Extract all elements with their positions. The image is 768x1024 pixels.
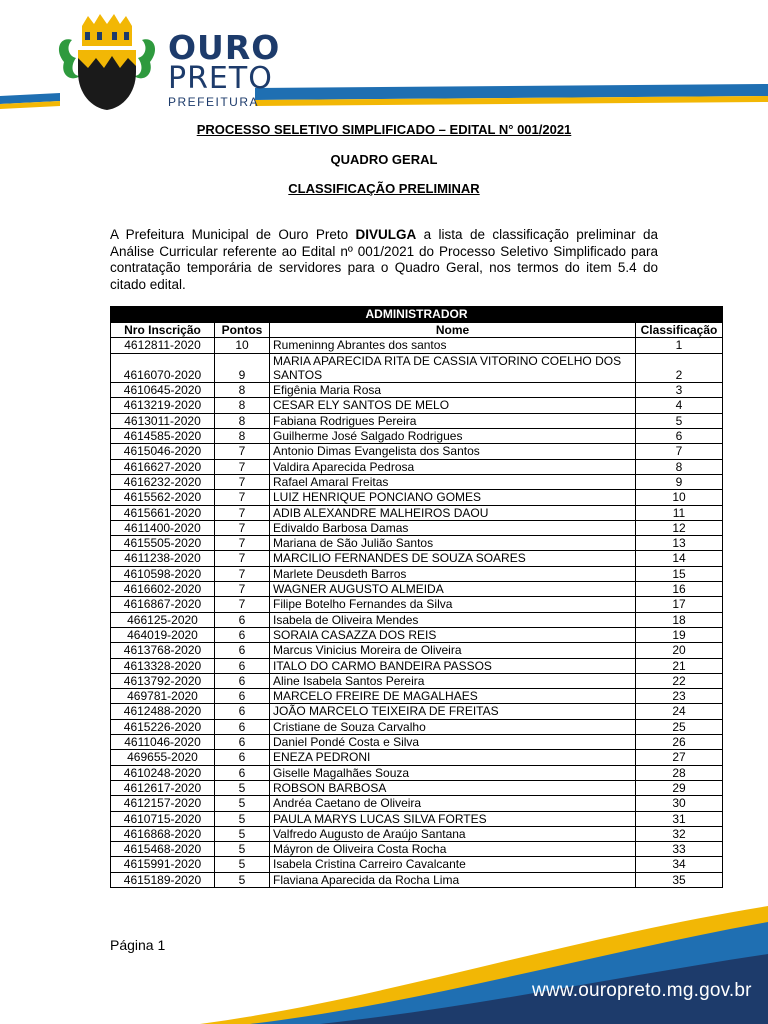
cell-nome: PAULA MARYS LUCAS SILVA FORTES (270, 811, 636, 826)
cell-classificacao: 20 (636, 643, 723, 658)
cell-nome: LUIZ HENRIQUE PONCIANO GOMES (270, 490, 636, 505)
cell-classificacao: 14 (636, 551, 723, 566)
cell-classificacao: 1 (636, 338, 723, 353)
cell-classificacao: 8 (636, 459, 723, 474)
cell-classificacao: 32 (636, 826, 723, 841)
cell-nome: SORAIA CASAZZA DOS REIS (270, 627, 636, 642)
table-row (111, 658, 723, 673)
cell-classificacao: 30 (636, 796, 723, 811)
cell-nome: MARIA APARECIDA RITA DE CASSIA VITORINO COELHO DOS SANTOS (270, 353, 636, 383)
table-section-header: ADMINISTRADOR (111, 307, 723, 323)
cell-pontos: 5 (215, 796, 270, 811)
brand-prefeitura: PREFEITURA (168, 95, 260, 109)
table-row (111, 673, 723, 688)
table-row (111, 735, 723, 750)
header-inscricao: Nro Inscrição (111, 323, 215, 338)
cell-pontos: 6 (215, 612, 270, 627)
cell-nome: Giselle Magalhães Souza (270, 765, 636, 780)
cell-pontos: 9 (215, 353, 270, 383)
cell-pontos: 5 (215, 811, 270, 826)
cell-inscricao: 4611046-2020 (111, 735, 215, 750)
cell-pontos: 7 (215, 474, 270, 489)
cell-pontos: 6 (215, 719, 270, 734)
table-row (111, 429, 723, 444)
cell-pontos: 6 (215, 658, 270, 673)
cell-classificacao: 22 (636, 673, 723, 688)
cell-classificacao: 12 (636, 520, 723, 535)
cell-nome: JOÃO MARCELO TEIXEIRA DE FREITAS (270, 704, 636, 719)
cell-nome: Valfredo Augusto de Araújo Santana (270, 826, 636, 841)
table-row (111, 551, 723, 566)
cell-inscricao: 4610715-2020 (111, 811, 215, 826)
header-nome: Nome (270, 323, 636, 338)
cell-inscricao: 4613792-2020 (111, 673, 215, 688)
cell-pontos: 8 (215, 413, 270, 428)
cell-nome: Isabela Cristina Carreiro Cavalcante (270, 857, 636, 872)
brand-ouro: OURO (168, 28, 281, 67)
table-row (111, 520, 723, 535)
cell-classificacao: 35 (636, 872, 723, 887)
table-row (111, 444, 723, 459)
cell-classificacao: 16 (636, 582, 723, 597)
cell-pontos: 7 (215, 536, 270, 551)
brand-preto: PRETO (168, 61, 273, 96)
cell-classificacao: 26 (636, 735, 723, 750)
table-row (111, 413, 723, 428)
cell-nome: Rafael Amaral Freitas (270, 474, 636, 489)
table-row (111, 719, 723, 734)
table-row (111, 750, 723, 765)
cell-inscricao: 469781-2020 (111, 689, 215, 704)
cell-inscricao: 4612157-2020 (111, 796, 215, 811)
document-subtitle: QUADRO GERAL (330, 152, 438, 167)
cell-pontos: 6 (215, 735, 270, 750)
cell-classificacao: 28 (636, 765, 723, 780)
table-row (111, 383, 723, 398)
cell-pontos: 7 (215, 459, 270, 474)
intro-paragraph (110, 227, 658, 293)
table-row (111, 338, 723, 353)
cell-pontos: 10 (215, 338, 270, 353)
table-row (111, 796, 723, 811)
cell-nome: Cristiane de Souza Carvalho (270, 719, 636, 734)
cell-inscricao: 469655-2020 (111, 750, 215, 765)
header-pontos: Pontos (215, 323, 270, 338)
table-row (111, 704, 723, 719)
cell-nome: CESAR ELY SANTOS DE MELO (270, 398, 636, 413)
cell-inscricao: 466125-2020 (111, 612, 215, 627)
cell-inscricao: 4613768-2020 (111, 643, 215, 658)
cell-inscricao: 4616232-2020 (111, 474, 215, 489)
cell-nome: Fabiana Rodrigues Pereira (270, 413, 636, 428)
cell-inscricao: 4616627-2020 (111, 459, 215, 474)
cell-inscricao: 4616070-2020 (111, 353, 215, 383)
table-row (111, 505, 723, 520)
intro-bold: DIVULGA (355, 227, 417, 242)
cell-pontos: 6 (215, 673, 270, 688)
cell-inscricao: 4610598-2020 (111, 566, 215, 581)
classification-table (110, 306, 723, 888)
cell-nome: ENEZA PEDRONI (270, 750, 636, 765)
cell-pontos: 7 (215, 551, 270, 566)
cell-classificacao: 34 (636, 857, 723, 872)
cell-nome: Isabela de Oliveira Mendes (270, 612, 636, 627)
cell-classificacao: 13 (636, 536, 723, 551)
cell-nome: ITALO DO CARMO BANDEIRA PASSOS (270, 658, 636, 673)
cell-pontos: 6 (215, 750, 270, 765)
cell-classificacao: 10 (636, 490, 723, 505)
cell-nome: Mariana de São Julião Santos (270, 536, 636, 551)
intro-after: a lista de classificação preliminar da Análise Curricular referente ao Edital nº 001/2021 do Processo Seletivo Simplificado para contratação temporária de servidores para o Quadro Geral, nos termos do item 5.4 do citado edital. (110, 227, 658, 292)
document-title: PROCESSO SELETIVO SIMPLIFICADO – EDITAL N° 001/2021 (196, 122, 572, 137)
cell-inscricao: 4615468-2020 (111, 842, 215, 857)
table-row (111, 490, 723, 505)
cell-inscricao: 4615189-2020 (111, 872, 215, 887)
cell-pontos: 7 (215, 597, 270, 612)
cell-inscricao: 4613219-2020 (111, 398, 215, 413)
cell-classificacao: 17 (636, 597, 723, 612)
brand-wordmark (168, 28, 281, 109)
cell-pontos: 6 (215, 704, 270, 719)
cell-classificacao: 23 (636, 689, 723, 704)
cell-nome: Daniel Pondé Costa e Silva (270, 735, 636, 750)
cell-nome: Flaviana Aparecida da Rocha Lima (270, 872, 636, 887)
table-row (111, 597, 723, 612)
cell-nome: Valdira Aparecida Pedrosa (270, 459, 636, 474)
cell-classificacao: 3 (636, 383, 723, 398)
cell-pontos: 6 (215, 689, 270, 704)
cell-pontos: 5 (215, 857, 270, 872)
cell-classificacao: 4 (636, 398, 723, 413)
cell-classificacao: 27 (636, 750, 723, 765)
cell-nome: Marcus Vinicius Moreira de Oliveira (270, 643, 636, 658)
table-row (111, 765, 723, 780)
cell-pontos: 7 (215, 566, 270, 581)
cell-nome: ADIB ALEXANDRE MALHEIROS DAOU (270, 505, 636, 520)
cell-pontos: 5 (215, 842, 270, 857)
cell-inscricao: 4610645-2020 (111, 383, 215, 398)
cell-inscricao: 464019-2020 (111, 627, 215, 642)
cell-pontos: 7 (215, 444, 270, 459)
cell-inscricao: 4615226-2020 (111, 719, 215, 734)
cell-nome: Marlete Deusdeth Barros (270, 566, 636, 581)
cell-pontos: 5 (215, 872, 270, 887)
cell-inscricao: 4612811-2020 (111, 338, 215, 353)
table-row (111, 353, 723, 383)
cell-classificacao: 19 (636, 627, 723, 642)
page-number: Página 1 (110, 937, 166, 953)
cell-classificacao: 2 (636, 353, 723, 383)
website-url[interactable]: www.ouropreto.mg.gov.br (532, 980, 752, 1001)
cell-pontos: 8 (215, 429, 270, 444)
cell-inscricao: 4615046-2020 (111, 444, 215, 459)
intro-before: A Prefeitura Municipal de Ouro Preto (110, 227, 356, 242)
cell-classificacao: 25 (636, 719, 723, 734)
table-row (111, 582, 723, 597)
cell-pontos: 7 (215, 520, 270, 535)
table-row (111, 398, 723, 413)
cell-nome: Máyron de Oliveira Costa Rocha (270, 842, 636, 857)
table-row (111, 643, 723, 658)
cell-inscricao: 4614585-2020 (111, 429, 215, 444)
cell-nome: Aline Isabela Santos Pereira (270, 673, 636, 688)
page-header (0, 0, 768, 120)
cell-inscricao: 4616602-2020 (111, 582, 215, 597)
cell-nome: Antonio Dimas Evangelista dos Santos (270, 444, 636, 459)
table-row (111, 459, 723, 474)
table-row (111, 857, 723, 872)
cell-inscricao: 4615505-2020 (111, 536, 215, 551)
cell-pontos: 6 (215, 765, 270, 780)
cell-pontos: 7 (215, 490, 270, 505)
table-row (111, 612, 723, 627)
cell-nome: MARCILIO FERNANDES DE SOUZA SOARES (270, 551, 636, 566)
cell-classificacao: 15 (636, 566, 723, 581)
cell-nome: Andréa Caetano de Oliveira (270, 796, 636, 811)
cell-nome: Edivaldo Barbosa Damas (270, 520, 636, 535)
cell-classificacao: 11 (636, 505, 723, 520)
city-crest-logo (52, 10, 162, 114)
cell-pontos: 6 (215, 643, 270, 658)
cell-inscricao: 4613328-2020 (111, 658, 215, 673)
table-row (111, 780, 723, 795)
cell-classificacao: 29 (636, 780, 723, 795)
cell-inscricao: 4615661-2020 (111, 505, 215, 520)
cell-inscricao: 4612488-2020 (111, 704, 215, 719)
cell-pontos: 6 (215, 627, 270, 642)
cell-classificacao: 9 (636, 474, 723, 489)
cell-nome: Rumeninng Abrantes dos santos (270, 338, 636, 353)
cell-inscricao: 4613011-2020 (111, 413, 215, 428)
cell-inscricao: 4616867-2020 (111, 597, 215, 612)
cell-pontos: 8 (215, 398, 270, 413)
cell-classificacao: 24 (636, 704, 723, 719)
cell-pontos: 7 (215, 505, 270, 520)
cell-nome: WAGNER AUGUSTO ALMEIDA (270, 582, 636, 597)
cell-inscricao: 4616868-2020 (111, 826, 215, 841)
table-row (111, 689, 723, 704)
cell-inscricao: 4610248-2020 (111, 765, 215, 780)
cell-classificacao: 21 (636, 658, 723, 673)
cell-classificacao: 6 (636, 429, 723, 444)
cell-classificacao: 5 (636, 413, 723, 428)
table-row (111, 474, 723, 489)
cell-inscricao: 4611238-2020 (111, 551, 215, 566)
footer-wave-graphic (0, 880, 768, 1024)
table-row (111, 826, 723, 841)
table-body (111, 338, 723, 888)
document-section-title: CLASSIFICAÇÃO PRELIMINAR (288, 181, 480, 196)
cell-classificacao: 7 (636, 444, 723, 459)
cell-classificacao: 18 (636, 612, 723, 627)
cell-pontos: 7 (215, 582, 270, 597)
cell-nome: Guilherme José Salgado Rodrigues (270, 429, 636, 444)
header-classificacao: Classificação (636, 323, 723, 338)
cell-pontos: 5 (215, 780, 270, 795)
cell-nome: Efigênia Maria Rosa (270, 383, 636, 398)
table-row (111, 566, 723, 581)
table-row (111, 811, 723, 826)
cell-pontos: 5 (215, 826, 270, 841)
cell-classificacao: 33 (636, 842, 723, 857)
cell-classificacao: 31 (636, 811, 723, 826)
cell-nome: ROBSON BARBOSA (270, 780, 636, 795)
table-row (111, 536, 723, 551)
table-row (111, 842, 723, 857)
cell-inscricao: 4611400-2020 (111, 520, 215, 535)
cell-inscricao: 4615562-2020 (111, 490, 215, 505)
cell-nome: MARCELO FREIRE DE MAGALHAES (270, 689, 636, 704)
cell-nome: Filipe Botelho Fernandes da Silva (270, 597, 636, 612)
cell-pontos: 8 (215, 383, 270, 398)
cell-inscricao: 4612617-2020 (111, 780, 215, 795)
cell-inscricao: 4615991-2020 (111, 857, 215, 872)
table-row (111, 627, 723, 642)
